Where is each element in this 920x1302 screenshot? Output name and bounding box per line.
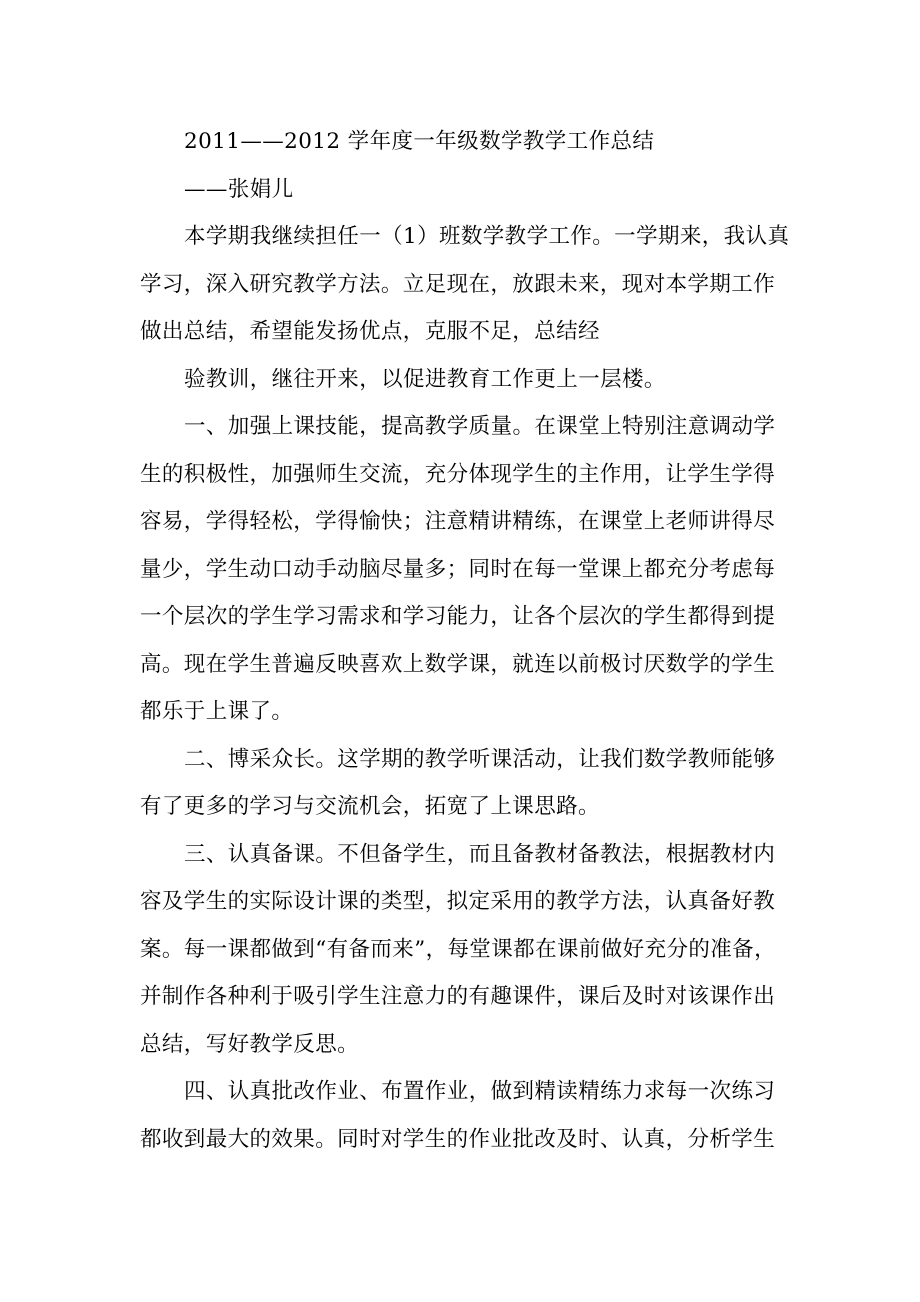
paragraph-line: 做出总结，希望能发扬优点，克服不足，总结经 <box>140 319 600 344</box>
paragraph-line: 高。现在学生普遍反映喜欢上数学课，就连以前极讨厌数学的学生 <box>140 651 776 677</box>
document-body <box>140 118 790 1163</box>
paragraph-line: 都收到最大的效果。同时对学生的作业批改及时、认真，分析学生 <box>140 1126 776 1152</box>
paragraph-line: 四、认真批改作业、布置作业，做到精读精练力求每一次练习 <box>184 1079 776 1104</box>
paragraph-line: 验教训，继往开来，以促进教育工作更上一层楼。 <box>184 366 666 392</box>
paragraph-line: 学习，深入研究教学方法。立足现在，放跟未来，现对本学期工作 <box>140 271 776 297</box>
paragraph-line: 本学期我继续担任一（1）班数学教学工作。一学期来，我认真 <box>184 224 790 249</box>
paragraph-line: 案。每一课都做到“有备而来”，每堂课都在课前做好充分的准备， <box>140 936 776 962</box>
paragraph-line: 容及学生的实际设计课的类型，拟定采用的教学方法，认真备好教 <box>140 889 776 914</box>
paragraph-line: 生的积极性，加强师生交流，充分体现学生的主作用，让学生学得 <box>140 461 776 487</box>
paragraph-line: 有了更多的学习与交流机会，拓宽了上课思路。 <box>140 794 600 819</box>
paragraph-line: 三、认真备课。不但备学生，而且备教材备教法，根据教材内 <box>184 841 776 867</box>
paragraph-line: 二、博采众长。这学期的教学听课活动，让我们数学教师能够 <box>184 746 776 772</box>
document-title: 2011——2012 学年度一年级数学教学工作总结 <box>184 129 655 154</box>
paragraph-line: 总结，写好教学反思。 <box>140 1031 360 1057</box>
document-author: ——张娟儿 <box>184 176 294 202</box>
paragraph-line: 量少，学生动口动手动脑尽量多；同时在每一堂课上都充分考虑每 <box>140 556 776 582</box>
paragraph-line: 一、加强上课技能，提高教学质量。在课堂上特别注意调动学 <box>184 414 776 439</box>
paragraph-line: 并制作各种利于吸引学生注意力的有趣课件，课后及时对该课作出 <box>140 984 776 1009</box>
paragraph-line: 都乐于上课了。 <box>140 699 294 724</box>
paragraph-line: 容易，学得轻松，学得愉快；注意精讲精练，在课堂上老师讲得尽 <box>140 509 776 534</box>
paragraph-line: 一个层次的学生学习需求和学习能力，让各个层次的学生都得到提 <box>140 604 776 629</box>
